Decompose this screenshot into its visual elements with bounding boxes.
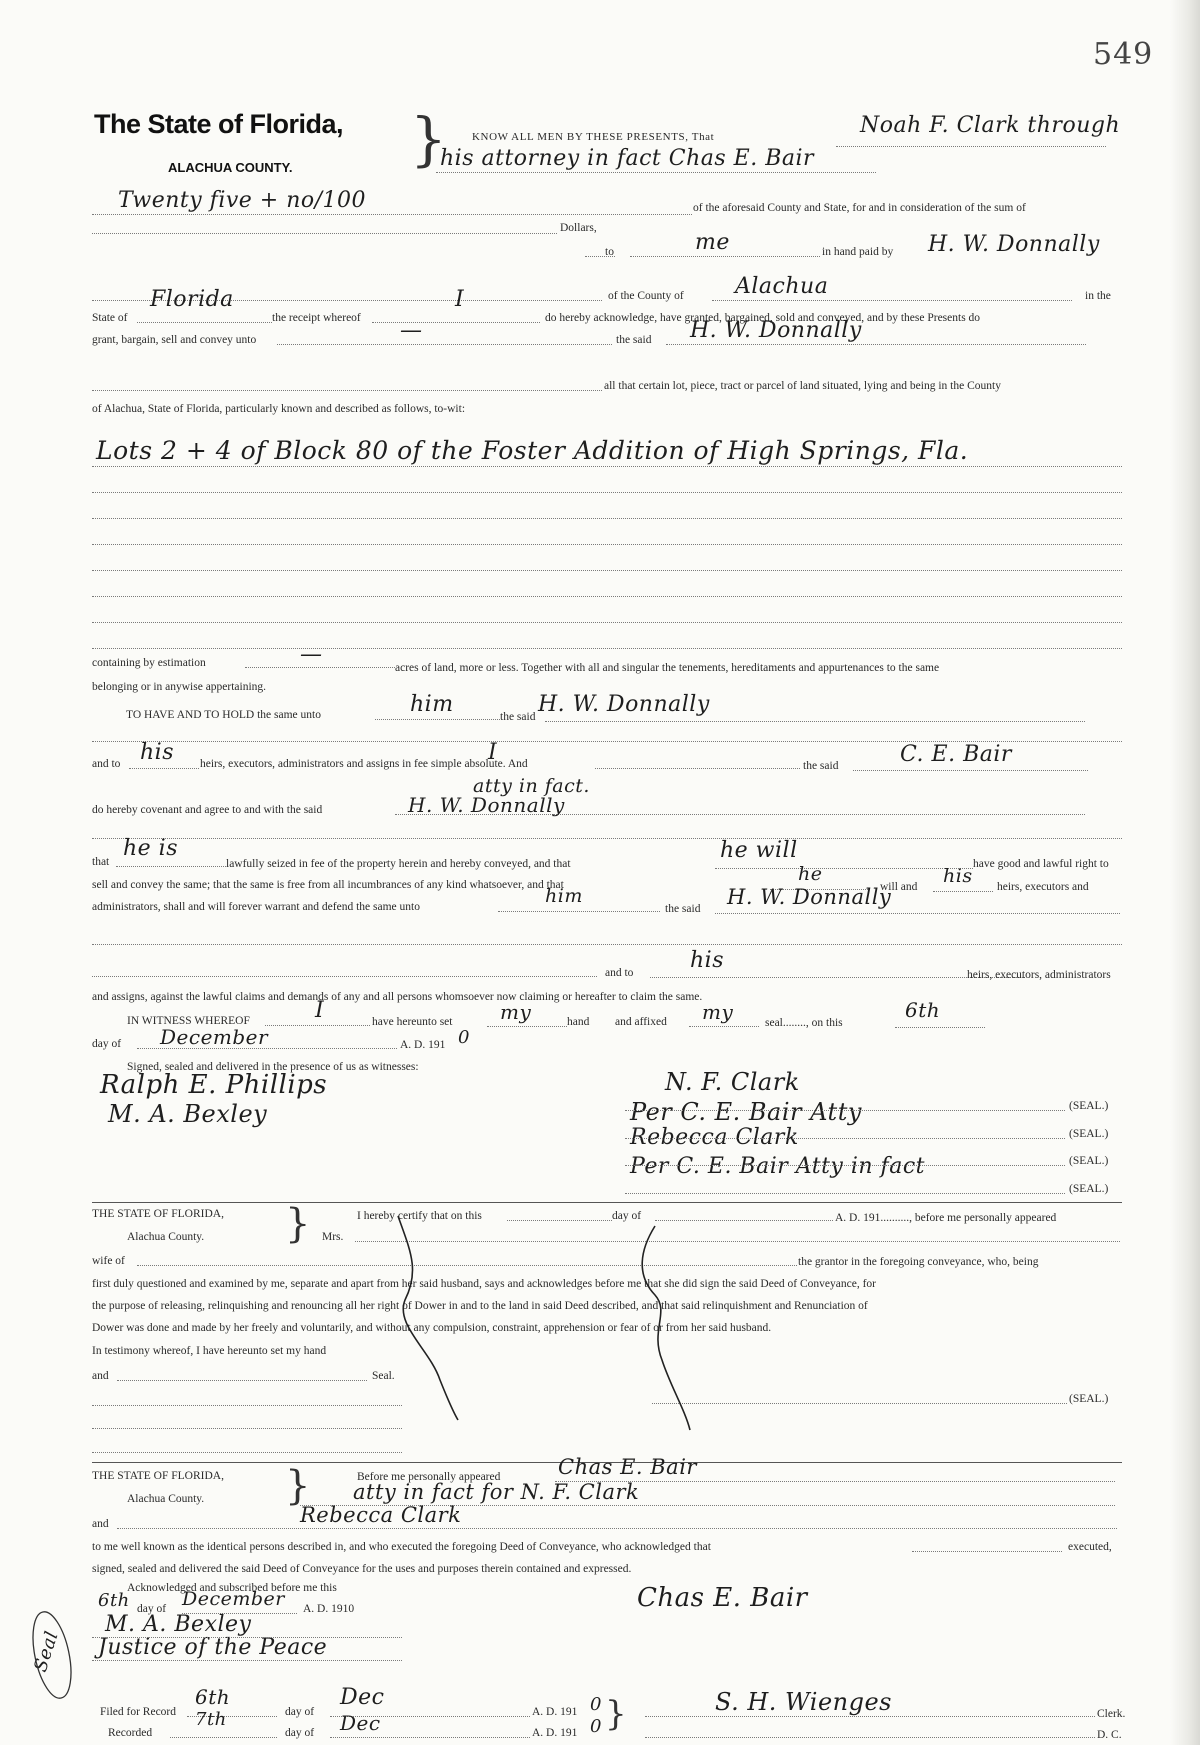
seal-label-3: (SEAL.) bbox=[1069, 1155, 1109, 1167]
ack-day-of: day of bbox=[137, 1603, 167, 1615]
ack-and-handwriting: Rebecca Clark bbox=[300, 1503, 462, 1527]
filed-month-handwriting: Dec bbox=[340, 1685, 385, 1710]
ad-text: A. D. 191 bbox=[400, 1039, 446, 1051]
atty-handwriting: atty in fact. bbox=[473, 775, 590, 797]
grant-text: grant, bargain, sell and convey unto bbox=[92, 334, 257, 346]
and-to-text-2: and to bbox=[605, 967, 634, 979]
filing-brace: } bbox=[605, 1694, 627, 1734]
heirs-text: heirs, executors, administrators and assigns in fee simple absolute. And bbox=[200, 758, 528, 770]
witness-2-handwriting: M. A. Bexley bbox=[108, 1100, 268, 1128]
page-number: 549 bbox=[1093, 37, 1154, 72]
of-county-text: of the County of bbox=[608, 290, 684, 302]
my-handwriting-2: my bbox=[702, 1000, 734, 1024]
dower-line-1: first duly questioned and examined by me, separate and apart from her said husband, says and acknowledges before me that she did sign the said Deed of Conveyance, for bbox=[92, 1278, 876, 1290]
amount-handwriting: Twenty five + no/100 bbox=[118, 188, 367, 213]
dower-state: THE STATE OF FLORIDA, bbox=[92, 1208, 224, 1220]
dower-and: and bbox=[92, 1370, 109, 1382]
signature-3-handwriting: Rebecca Clark bbox=[630, 1125, 799, 1150]
witness-1-handwriting: Ralph E. Phillips bbox=[100, 1070, 328, 1100]
his-handwriting-2: his bbox=[690, 948, 724, 973]
ack-ad: A. D. 1910 bbox=[303, 1603, 355, 1615]
dower-certify: I hereby certify that on this bbox=[357, 1210, 482, 1222]
dower-line-3: Dower was done and made by her freely and voluntarily, and without any compulsion, constraint, apprehension or fear of or from her said husband. bbox=[92, 1322, 772, 1334]
rec-month-handwriting: Dec bbox=[340, 1711, 381, 1735]
dower-brace: } bbox=[285, 1201, 311, 1247]
and-to-handwriting: his bbox=[140, 740, 174, 765]
county-heading: ALACHUA COUNTY. bbox=[168, 160, 293, 175]
dower-mrs: Mrs. bbox=[322, 1231, 344, 1243]
grant-dash: — bbox=[400, 318, 423, 343]
all-that-text: all that certain lot, piece, tract or parcel of land situated, lying and being in the County bbox=[604, 380, 1001, 392]
seized-text: lawfully seized in fee of the property herein and hereby conveyed, and that bbox=[226, 858, 571, 870]
acknowledge-text: do hereby acknowledge, have granted, bargained, sold and conveyed, and by these Presents do bbox=[545, 312, 981, 324]
strike-mark-left bbox=[398, 1216, 458, 1420]
to-have-text: TO HAVE AND TO HOLD the same unto bbox=[126, 709, 321, 721]
belonging-text: belonging or in anywise appertaining. bbox=[92, 681, 267, 693]
grantor-handwriting-1: Noah F. Clark through bbox=[860, 113, 1121, 138]
ack-before: Before me personally appeared bbox=[357, 1471, 501, 1483]
filed-ad: A. D. 191 bbox=[532, 1706, 578, 1718]
dower-testimony: In testimony whereof, I have hereunto set my hand bbox=[92, 1345, 327, 1357]
document-title: The State of Florida, bbox=[94, 109, 344, 139]
heirs-text-2: heirs, executors, administrators bbox=[967, 969, 1111, 981]
ack-executed: executed, bbox=[1068, 1541, 1112, 1553]
filed-year-handwriting: 0 bbox=[590, 1694, 602, 1715]
that-text: that bbox=[92, 856, 110, 868]
aforesaid-text: of the aforesaid County and State, for and in consideration of the sum of bbox=[693, 202, 1026, 214]
admin-text: administrators, shall and will forever warrant and defend the same unto bbox=[92, 901, 420, 913]
ack-officer-handwriting: M. A. Bexley bbox=[105, 1612, 252, 1637]
ack-signed: signed, sealed and delivered the said Deed of Conveyance for the uses and purposes therein contained and expressed. bbox=[92, 1563, 632, 1575]
sell-text: sell and convey the same; that the same is free from all incumbrances of any kind whatsoever, and that bbox=[92, 879, 564, 891]
day-handwriting: 6th bbox=[905, 998, 941, 1022]
filed-text: Filed for Record bbox=[100, 1706, 177, 1718]
header-brace: } bbox=[410, 105, 447, 173]
month-handwriting: December bbox=[160, 1025, 269, 1049]
dower-grantor: the grantor in the foregoing conveyance, who, being bbox=[798, 1256, 1039, 1268]
signature-1-handwriting: N. F. Clark bbox=[665, 1068, 800, 1096]
seal-label-2: (SEAL.) bbox=[1069, 1128, 1109, 1140]
assigns-text: and assigns, against the lawful claims and demands of any and all persons whomsoever now claiming or hereafter to claim the same. bbox=[92, 991, 703, 1003]
ack-and: and bbox=[92, 1518, 109, 1530]
seal-circle bbox=[26, 1608, 78, 1701]
description-handwriting: Lots 2 + 4 of Block 80 of the Foster Addition of High Springs, Fla. bbox=[96, 436, 969, 465]
in-the-text: in the bbox=[1085, 290, 1111, 302]
defend-handwriting: him bbox=[545, 885, 583, 907]
containing-text: containing by estimation bbox=[92, 657, 206, 669]
rec-ad: A. D. 191 bbox=[532, 1727, 578, 1739]
filed-day-of: day of bbox=[285, 1706, 315, 1718]
dower-line-2: the purpose of releasing, relinquishing and renouncing all her right of Dower in and to the land in said Deed described, and that said relinquishment and Renunciation of bbox=[92, 1300, 868, 1312]
dower-seal: Seal. bbox=[372, 1370, 395, 1382]
county-handwriting: Alachua bbox=[735, 274, 829, 299]
grantee-handwriting: H. W. Donnally bbox=[690, 318, 862, 343]
will-and-text: will and bbox=[880, 881, 918, 893]
receipt-handwriting: I bbox=[455, 287, 465, 312]
in-witness-handwriting: I bbox=[315, 998, 325, 1023]
clerk-handwriting: S. H. Wienges bbox=[715, 1688, 892, 1716]
signature-4-handwriting: Per C. E. Bair Atty in fact bbox=[630, 1154, 925, 1179]
recorded-text: Recorded bbox=[108, 1727, 153, 1739]
rec-year-handwriting: 0 bbox=[590, 1716, 602, 1737]
clerk-label: Clerk. bbox=[1097, 1708, 1126, 1720]
payer-handwriting: H. W. Donnally bbox=[928, 232, 1100, 257]
strike-mark-right bbox=[642, 1226, 690, 1430]
seal-label-4: (SEAL.) bbox=[1069, 1183, 1109, 1195]
that-handwriting: he is bbox=[123, 836, 179, 861]
seal-stamp-handwriting: Seal bbox=[30, 1628, 63, 1675]
covenant-handwriting: H. W. Donnally bbox=[408, 793, 565, 817]
will-handwriting: he will bbox=[720, 838, 798, 863]
hand-text: hand bbox=[567, 1016, 590, 1028]
ack-month-handwriting: December bbox=[182, 1588, 285, 1610]
and-handwriting: I bbox=[488, 740, 498, 765]
dower-day-of: day of bbox=[612, 1210, 642, 1222]
to-handwriting: me bbox=[695, 230, 730, 255]
the-said-text-2: the said bbox=[500, 711, 536, 723]
ack-day-handwriting: 6th bbox=[98, 1590, 130, 1611]
dower-wife-of: wife of bbox=[92, 1255, 125, 1267]
year-handwriting: 0 bbox=[458, 1027, 470, 1048]
ack-before-handwriting: Chas E. Bair bbox=[558, 1455, 697, 1479]
dower-seal-2: (SEAL.) bbox=[1069, 1393, 1109, 1405]
ack-atty-handwriting: atty in fact for N. F. Clark bbox=[353, 1480, 640, 1504]
my-handwriting: my bbox=[500, 1000, 532, 1024]
ack-state: THE STATE OF FLORIDA, bbox=[92, 1470, 224, 1482]
to-have-handwriting: him bbox=[410, 692, 454, 717]
ack-title-handwriting: Justice of the Peace bbox=[98, 1635, 328, 1660]
defend-name-handwriting: H. W. Donnally bbox=[727, 885, 892, 909]
affixed-text: and affixed bbox=[615, 1016, 667, 1028]
signed-text: Signed, sealed and delivered in the presence of us as witnesses: bbox=[127, 1061, 419, 1073]
the-said-text: the said bbox=[616, 334, 652, 346]
filed-day-handwriting: 6th bbox=[195, 1685, 231, 1709]
heirs-exec-text: heirs, executors and bbox=[997, 881, 1089, 893]
ack-county: Alachua County. bbox=[127, 1493, 205, 1505]
ack-brace: } bbox=[285, 1463, 311, 1509]
state-handwriting: Florida bbox=[150, 287, 234, 312]
dower-ad: A. D. 191.........., before me personally appeared bbox=[835, 1212, 1057, 1224]
hand-paid-text: in hand paid by bbox=[822, 246, 894, 258]
to-text: to bbox=[605, 246, 614, 258]
his-handwriting: his bbox=[943, 865, 973, 887]
in-witness-text: IN WITNESS WHEREOF bbox=[127, 1015, 250, 1027]
have-set-text: have hereunto set bbox=[372, 1016, 453, 1028]
dower-county: Alachua County. bbox=[127, 1231, 205, 1243]
covenant-text: do hereby covenant and agree to and with the said bbox=[92, 804, 323, 816]
rec-day-handwriting: 7th bbox=[195, 1709, 227, 1730]
seal-on-text: seal........, on this bbox=[765, 1017, 843, 1029]
acres-text: acres of land, more or less. Together with all and singular the tenements, hereditaments and appurtenances to the same bbox=[395, 662, 940, 674]
receipt-text: the receipt whereof bbox=[272, 312, 361, 324]
have-good-text: have good and lawful right to bbox=[973, 858, 1109, 870]
he-handwriting: he bbox=[798, 863, 823, 885]
day-of-text: day of bbox=[92, 1038, 122, 1050]
holder-handwriting: H. W. Donnally bbox=[538, 692, 710, 717]
ack-subscribed: Acknowledged and subscribed before me this bbox=[127, 1582, 337, 1594]
the-said-text-3: the said bbox=[803, 760, 839, 772]
ack-known: to me well known as the identical persons described in, and who executed the foregoing Deed of Conveyance, who acknowledged that bbox=[92, 1541, 711, 1553]
and-to-text: and to bbox=[92, 758, 121, 770]
know-all-text: KNOW ALL MEN BY THESE PRESENTS, That bbox=[472, 131, 715, 143]
ack-signature-handwriting: Chas E. Bair bbox=[637, 1583, 808, 1613]
dc-label: D. C. bbox=[1097, 1729, 1122, 1741]
seal-label-1: (SEAL.) bbox=[1069, 1100, 1109, 1112]
acreage-dash: — bbox=[300, 642, 323, 667]
signature-2-handwriting: Per C. E. Bair Atty bbox=[630, 1098, 862, 1126]
state-of-text: State of bbox=[92, 312, 128, 324]
the-said-text-4: the said bbox=[665, 903, 701, 915]
grantor-handwriting-2: his attorney in fact Chas E. Bair bbox=[440, 146, 815, 171]
bair-handwriting: C. E. Bair bbox=[900, 742, 1012, 767]
rec-day-of: day of bbox=[285, 1727, 315, 1739]
dollars-text: Dollars, bbox=[560, 222, 597, 234]
of-alachua-text: of Alachua, State of Florida, particularly known and described as follows, to-wit: bbox=[92, 403, 466, 415]
